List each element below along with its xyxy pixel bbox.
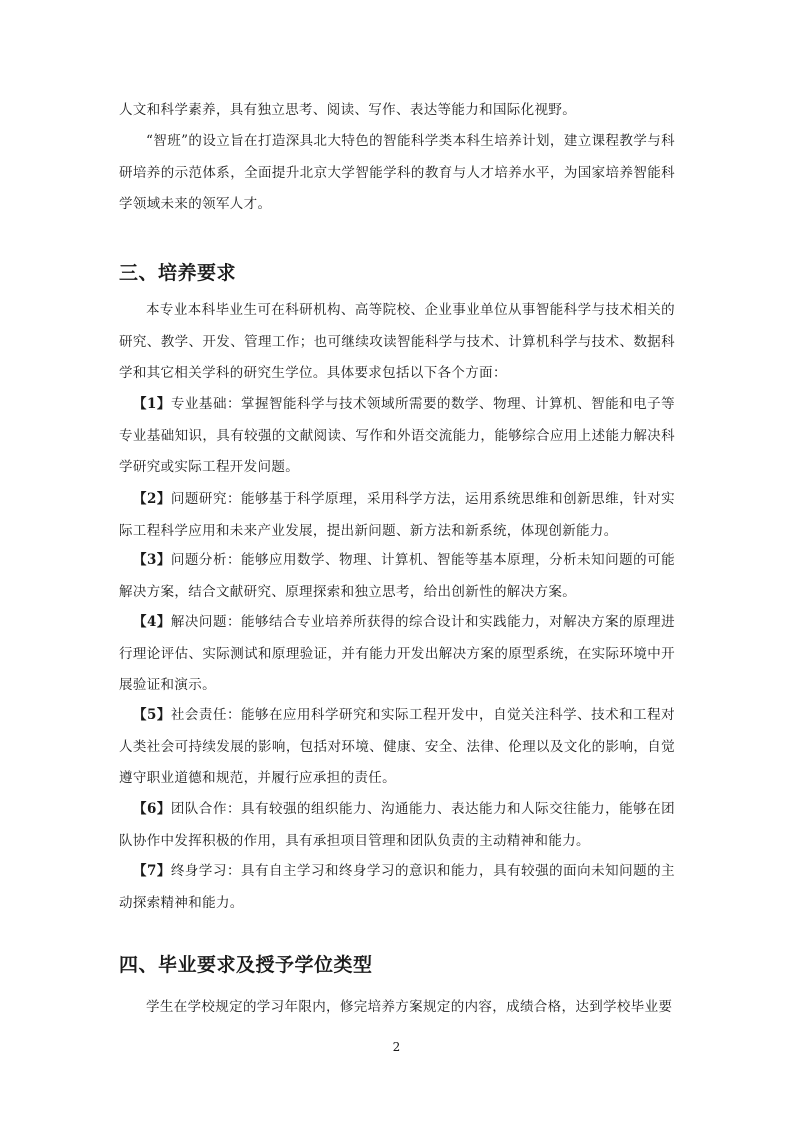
requirement-text: 专业基础：掌握智能科学与技术领域所需要的数学、物理、计算机、智能和电子等专业基础知识，具有较强的文献阅读、写作和外语交流能力，能够综合应用上述能力解决科学研究或实际工程开发问题。 bbox=[119, 396, 675, 475]
requirement-item bbox=[119, 484, 675, 547]
requirement-item bbox=[119, 856, 675, 919]
intro-paragraph: “智班”的设立旨在打造深具北大特色的智能科学类本科生培养计划，建立课程教学与科研培养的示范体系，全面提升北京大学智能学科的教育与人才培养水平，为国家培养智能科学领域未来的领军人才。 bbox=[119, 133, 675, 212]
requirement-number: 【3】 bbox=[133, 552, 171, 568]
requirement-item bbox=[119, 794, 675, 857]
requirement-item bbox=[119, 545, 675, 608]
requirement-number: 【6】 bbox=[133, 801, 171, 817]
requirement-number: 【5】 bbox=[133, 707, 171, 723]
section-3-intro: 本专业本科毕业生可在科研机构、高等院校、企业事业单位从事智能科学与技术相关的研究、教学、开发、管理工作；也可继续攻读智能科学与技术、计算机科学与技术、数据科学和其它相关学科的研究生学位。具体要求包括以下各个方面： bbox=[119, 302, 675, 381]
section-4-title: 四、毕业要求及授予学位类型 bbox=[119, 954, 373, 976]
requirement-number: 【7】 bbox=[133, 863, 171, 879]
requirement-text: 问题研究：能够基于科学原理，采用科学方法，运用系统思维和创新思维，针对实际工程科学应用和未来产业发展，提出新问题、新方法和新系统，体现创新能力。 bbox=[119, 491, 675, 539]
requirement-number: 【4】 bbox=[133, 614, 171, 630]
page-number: 2 bbox=[392, 1040, 401, 1054]
requirement-number: 【2】 bbox=[133, 491, 171, 507]
requirement-text: 终身学习：具有自主学习和终身学习的意识和能力，具有较强的面向未知问题的主动探索精神和能力。 bbox=[119, 863, 675, 911]
section-3-title: 三、培养要求 bbox=[119, 262, 237, 284]
requirement-text: 解决问题：能够结合专业培养所获得的综合设计和实践能力，对解决方案的原理进行理论评估、实际测试和原理验证，并有能力开发出解决方案的原型系统，在实际环境中开展验证和演示。 bbox=[119, 614, 675, 693]
requirement-number: 【1】 bbox=[133, 396, 171, 412]
requirement-item bbox=[119, 389, 675, 484]
requirement-text: 问题分析：能够应用数学、物理、计算机、智能等基本原理，分析未知问题的可能解决方案，结合文献研究、原理探索和独立思考，给出创新性的解决方案。 bbox=[119, 552, 675, 600]
requirement-text: 团队合作：具有较强的组织能力、沟通能力、表达能力和人际交往能力，能够在团队协作中发挥积极的作用，具有承担项目管理和团队负责的主动精神和能力。 bbox=[119, 801, 675, 849]
requirement-item bbox=[119, 607, 675, 702]
section-4-intro: 学生在学校规定的学习年限内，修完培养方案规定的内容，成绩合格，达到学校毕业要 bbox=[146, 999, 673, 1015]
requirement-item bbox=[119, 700, 675, 795]
intro-line: 人文和科学素养，具有独立思考、阅读、写作、表达等能力和国际化视野。 bbox=[119, 102, 577, 118]
requirement-text: 社会责任：能够在应用科学研究和实际工程开发中，自觉关注科学、技术和工程对人类社会可持续发展的影响，包括对环境、健康、安全、法律、伦理以及文化的影响，自觉遵守职业道德和规范，并履行应承担的责任。 bbox=[119, 707, 675, 786]
